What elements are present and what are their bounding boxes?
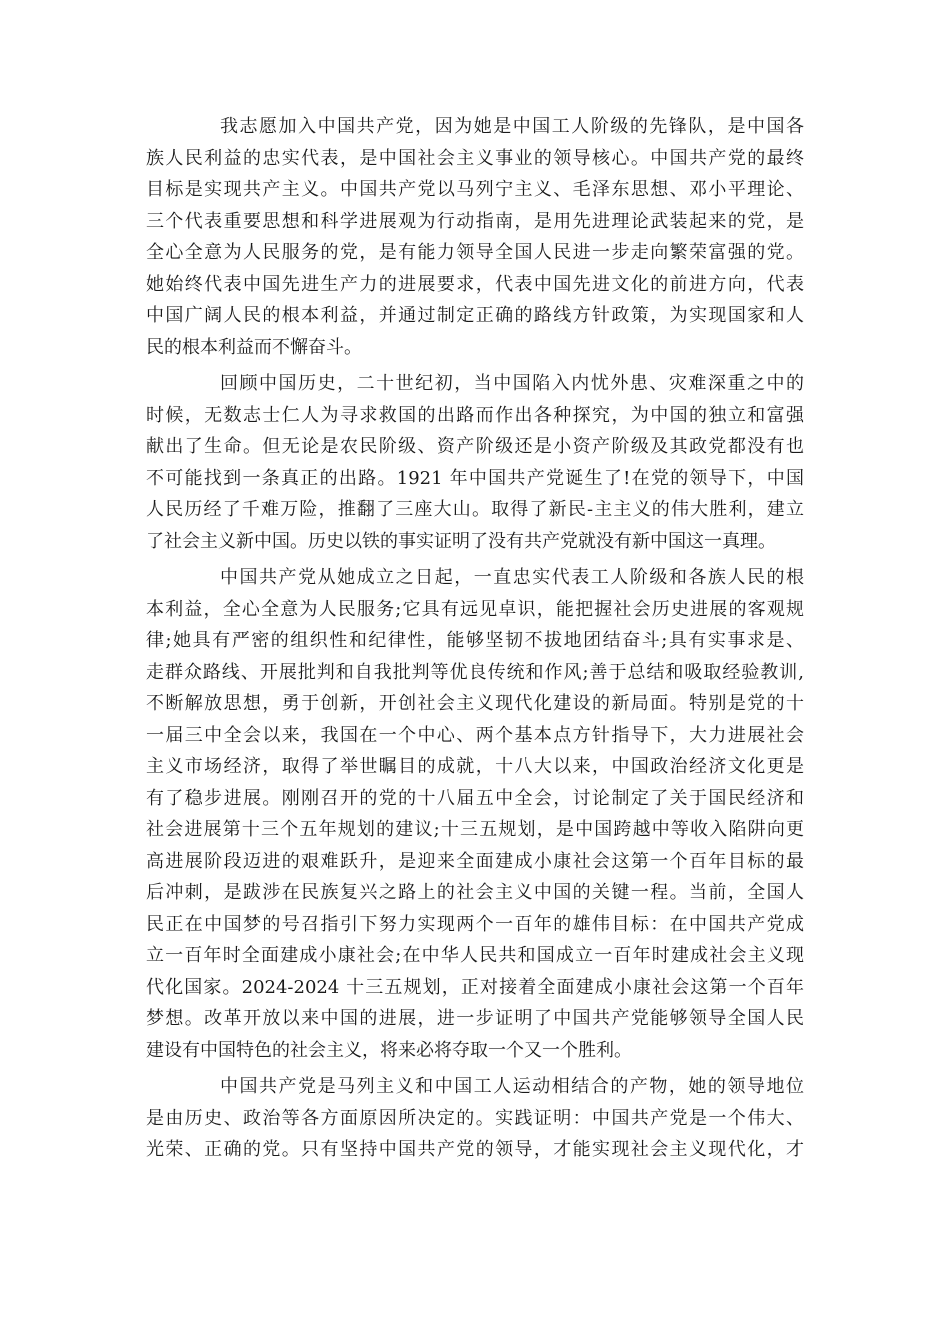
text-line: 民的根本利益而不懈奋斗。: [146, 336, 362, 358]
text-line: 建设有中国特色的社会主义，将来必将夺取一个又一个胜利。: [146, 1039, 632, 1061]
text-line: 立一百年时全面建成小康社会;在中华人民共和国成立一百年时建成社会主义现: [146, 945, 804, 966]
text-line: 梦想。改革开放以来中国的进展，进一步证明了中国共产党能够领导全国人民: [146, 1008, 804, 1029]
paragraph-4: [146, 1071, 804, 1166]
paragraph-1: [146, 111, 804, 363]
text-line: 献出了生命。但无论是农民阶级、资产阶级还是小资产阶级及其政党都没有也: [146, 436, 804, 457]
text-line: 三个代表重要思想和科学进展观为行动指南，是用先进理论武装起来的党，是: [146, 210, 804, 232]
text-line: 后冲刺，是跋涉在民族复兴之路上的社会主义中国的关键一程。当前，全国人: [146, 882, 804, 903]
text-line: 中国广阔人民的根本利益，并通过制定正确的路线方针政策，为实现国家和人: [146, 305, 804, 326]
document-page: [146, 111, 804, 1171]
text-line: 不断解放思想，勇于创新，开创社会主义现代化建设的新局面。特别是党的十: [146, 693, 804, 714]
text-line: 代化国家。2024-2024 十三五规划，正对接着全面建成小康社会这第一个百年: [146, 976, 804, 998]
text-line: 主义市场经济，取得了举世瞩目的成就，十八大以来，中国政治经济文化更是: [146, 756, 804, 777]
text-line: 中国共产党从她成立之日起，一直忠实代表工人阶级和各族人民的根: [220, 567, 804, 588]
text-line: 光荣、正确的党。只有坚持中国共产党的领导，才能实现社会主义现代化，才: [146, 1139, 804, 1160]
text-line: 时候，无数志士仁人为寻求救国的出路而作出各种探究，为中国的独立和富强: [146, 404, 804, 426]
text-line: 走群众路线、开展批判和自我批判等优良传统和作风;善于总结和吸取经验教训,: [146, 661, 804, 683]
text-line: 不可能找到一条真正的出路。1921 年中国共产党诞生了!在党的领导下，中国: [146, 467, 804, 489]
text-line: 人民历经了千难万险，推翻了三座大山。取得了新民-主主义的伟大胜利，建立: [146, 499, 804, 520]
text-line: 一届三中全会以来，我国在一个中心、两个基本点方针指导下，大力进展社会: [146, 724, 804, 746]
text-line: 中国共产党是马列主义和中国工人运动相结合的产物，她的领导地位: [220, 1076, 804, 1097]
text-line: 了社会主义新中国。历史以铁的事实证明了没有共产党就没有新中国这一真理。: [146, 530, 776, 552]
text-line: 我志愿加入中国共产党，因为她是中国工人阶级的先锋队，是中国各: [220, 116, 804, 137]
text-line: 有了稳步进展。刚刚召开的党的十八届五中全会，讨论制定了关于国民经济和: [146, 787, 804, 809]
text-line: 回顾中国历史，二十世纪初，当中国陷入内忧外患、灾难深重之中的: [220, 373, 804, 394]
paragraph-3: [146, 562, 804, 1066]
text-line: 族人民利益的忠实代表，是中国社会主义事业的领导核心。中国共产党的最终: [146, 147, 804, 169]
text-line: 本利益，全心全意为人民服务;它具有远见卓识，能把握社会历史进展的客观规: [146, 598, 804, 620]
text-line: 高进展阶段迈进的艰难跃升，是迎来全面建成小康社会这第一个百年目标的最: [146, 850, 804, 872]
text-line: 民正在中国梦的号召指引下努力实现两个一百年的雄伟目标：在中国共产党成: [146, 913, 804, 935]
text-line: 是由历史、政治等各方面原因所决定的。实践证明：中国共产党是一个伟大、: [146, 1107, 804, 1129]
text-line: 目标是实现共产主义。中国共产党以马列宁主义、毛泽东思想、邓小平理论、: [146, 179, 804, 200]
paragraph-2: [146, 368, 804, 557]
text-line: 全心全意为人民服务的党，是有能力领导全国人民进一步走向繁荣富强的党。: [146, 242, 804, 263]
text-line: 她始终代表中国先进生产力的进展要求，代表中国先进文化的前进方向，代表: [146, 273, 804, 295]
text-line: 律;她具有严密的组织性和纪律性，能够坚韧不拔地团结奋斗;具有实事求是、: [146, 630, 804, 651]
text-line: 社会进展第十三个五年规划的建议;十三五规划，是中国跨越中等收入陷阱向更: [146, 819, 804, 840]
